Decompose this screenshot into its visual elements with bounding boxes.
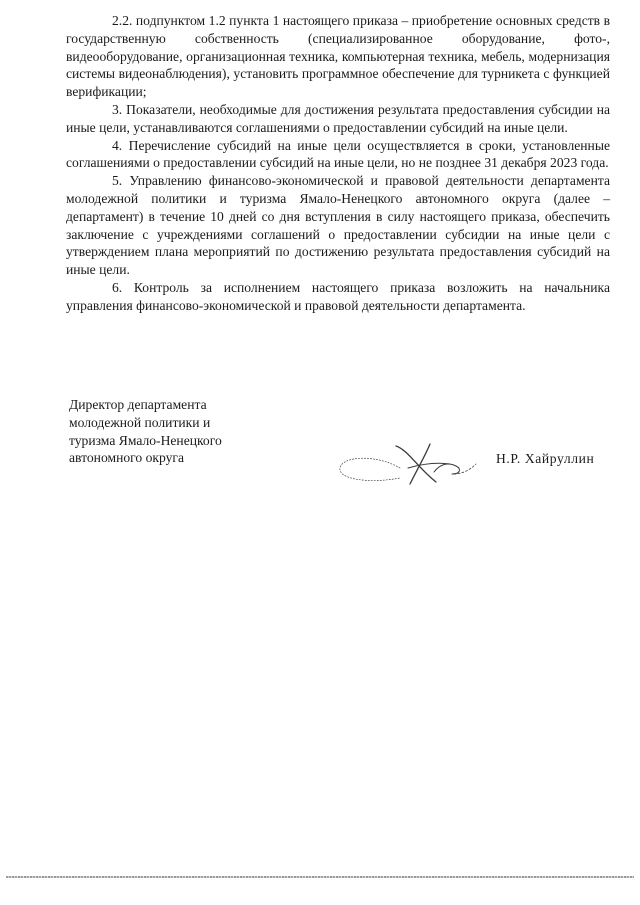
signatory-name: Н.Р. Хайруллин [496,451,595,466]
signatory-title-line: автономного округа [69,450,185,466]
order-body [66,12,610,315]
signatory-title-line: молодежной политики и [69,414,211,430]
signatory-title-line: туризма Ямало-Ненецкого [69,432,222,448]
signatory-title-line: Директор департамента [69,397,207,412]
paragraph-5: 5. Управлению финансово-экономической и правовой деятельности департамента молодежной политики и туризма Ямало-Ненецкого автономного округа (далее – департамент) в течение 10 дней со дня вступления в силу настоящего приказа, обеспечить заключение с учреждениями соглашений о предоставлении субсидии на иные цели с утверждением плана мероприятий по достижению результата предоставления субсидий на иные цели. [66,173,610,278]
scan-edge-divider [6,876,634,878]
paragraph-4: 4. Перечисление субсидий на иные цели осуществляется в сроки, установленные соглашениями о предоставлении субсидий на иные цели, но не позднее 31 декабря 2023 года. [66,137,610,171]
signatory-position [69,396,269,467]
paragraph-6: 6. Контроль за исполнением настоящего приказа возложить на начальника управления финансово-экономической и правовой деятельности департамента. [66,279,610,313]
paragraph-2-2: 2.2. подпунктом 1.2 пункта 1 настоящего приказа – приобретение основных средств в государственную собственность (специализированное оборудование, фото-, видеооборудование, организационная техника, компьютерная техника, мебель, модернизация системы видеонаблюдения), установить программное обеспечение для турникета с функцией верификации; [66,13,610,100]
handwritten-signature-icon [330,438,480,490]
paragraph-3: 3. Показатели, необходимые для достижения результата предоставления субсидии на иные цели, устанавливаются соглашениями о предоставлении субсидий на иные цели. [66,101,610,135]
